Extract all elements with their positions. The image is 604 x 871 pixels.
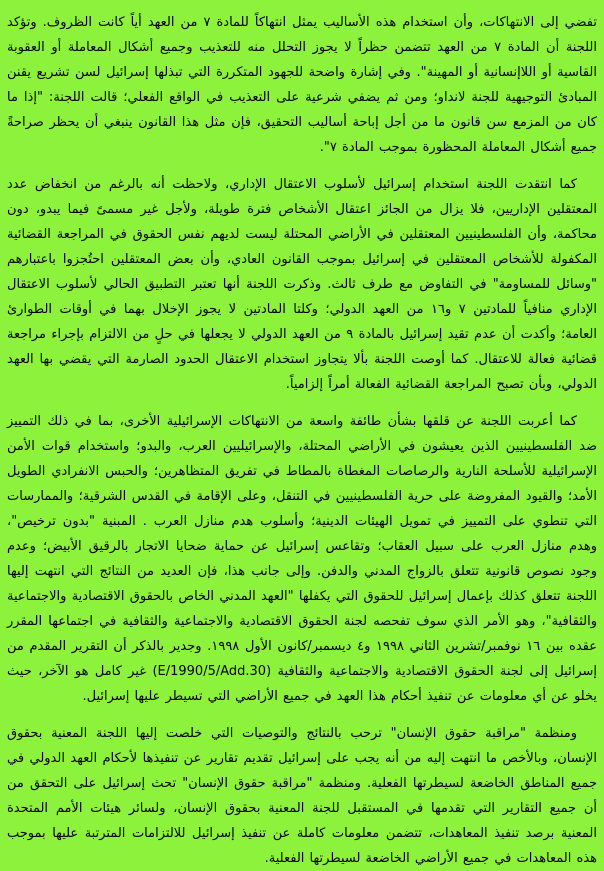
paragraph-hrw-recommendations: ومنظمة "مراقبة حقوق الإنسان" ترحب بالنتائج والتوصيات التي خلصت إليها اللجنة المعنية بحقوق الإنسان، وبالأخص ما انتهت إليه من أنه يجب على إسرائيل تقديم تقارير عن تنفيذها لأحكام العهد الدولي في جميع المناطق الخاضعة لسيطرتها الفعلية. ومنظمة "مراقبة حقوق الإنسان" تحث إسرائيل على التحقق من أن جميع التقارير التي تقدمها في المستقبل للجنة المعنية بحقوق الإنسان، ولسائر هيئات الأمم المتحدة المعنية برصد تنفيذ المعاهدات، تتضمن معلومات كاملة عن تنفيذ إسرائيل للالتزامات المترتبة عليها بموجب هذه المعاهدات في جميع الأراضي الخاضعة لسيطرتها الفعلية. [7, 726, 597, 866]
paragraph-other-violations: كما أعربت اللجنة عن قلقها بشأن طائفة واسعة من الانتهاكات الإسرائيلية الأخرى، بما في ذلك التمييز ضد الفلسطينيين الذين يعيشون في الأراضي المحتلة، والإسرائيليين العرب، والبدو؛ واستخدام قوات الأمن الإسرائيلية للأسلحة النارية والرصاصات المغطاة بالمطاط في تفريق المتظاهرين؛ والحبس الانفرادي الطويل الأمد؛ والقيود المفروضة على حرية الفلسطينيين في التنقل، وعلى الإقامة في القدس الشرقية؛ والممارسات التي تنطوي على التمييز في تمويل الهيئات الدينية؛ وأسلوب هدم منازل العرب . المبنية "بدون ترخيص"، وهدم منازل العرب على سبيل العقاب؛ وتقاعس إسرائيل عن حماية ضحايا الاتجار بالرقيق الأبيض؛ وعدم وجود نصوص قانونية تتعلق بالزواج المدني والدفن. وإلى جانب هذا، فإن العديد من النتائج التي انتهت إليها اللجنة تتعلق كذلك بإعمال إسرائيل للحقوق التي يكفلها "العهد المدني الخاص بالحقوق الاقتصادية والاجتماعية والثقافية"، وهو الأمر الذي سوف تفحصه لجنة الحقوق الاقتصادية والاجتماعية والثقافية في اجتماعها المقرر عقده بين ١٦ نوفمبر/تشرين الثاني ١٩٩٨ و٤ ديسمبر/كانون الأول ١٩٩٨. وجدير بالذكر أن التقرير المقدم من إسرائيل إلى لجنة الحقوق الاقتصادية والاجتماعية والثقافية (E/1990/5/Add.30) غير كامل هو الآخر، حيث يخلو عن أي معلومات عن تنفيذ أحكام هذا العهد في جميع الأراضي التي تسيطر عليها إسرائيل. [7, 414, 598, 704]
paragraph-administrative-detention: كما انتقدت اللجنة استخدام إسرائيل لأسلوب الاعتقال الإداري، ولاحظت أنه بالرغم من انخفاض عدد المعتقلين الإداريين، فلا يزال من الجائز اعتقال الأشخاص فترة طويلة، ولأجل غير مسمىً فيما يبدو، دون محاكمة، وأن الفلسطينيين المعتقلين في الأراضي المحتلة ليست لديهم نفس الحقوق في المراجعة القضائية المكفولة للأشخاص المعتقلين في إسرائيل بموجب القانون العادي، وأن بعض المعتقلين احتُجزوا باعتبارهم "وسائل للمساومة" في التفاوض مع طرف ثالث. وذكرت اللجنة أنها تعتبر التطبيق الحالي لأسلوب الاعتقال الإداري منافياً للمادتين ٧ و١٦ من العهد الدولي؛ وكلتا المادتين لا يجوز الإخلال بهما في أوقات الطوارئ العامة؛ وأكدت أن عدم تقيد إسرائيل بالمادة ٩ من العهد الدولي لا يجعلها في حلٍ من الالتزام بإجراء مراجعة قضائية فعالة للاعتقال. كما أوصت اللجنة بألا يتجاوز استخدام الاعتقال الحدود الصارمة التي يقضي بها العهد الدولي، وبأن تصبح المراجعة القضائية الفعالة أمراً إلزامياً. [7, 177, 597, 392]
paragraph-continuation-torture-prohibition: تفضي إلى الانتهاكات، وأن استخدام هذه الأساليب يمثل انتهاكاً للمادة ٧ من العهد أياً كانت الظروف. وتؤكد اللجنة أن المادة ٧ من العهد تتضمن حظراً لا يجوز التحلل منه للتعذيب وجميع أشكال المعاملة أو العقوبة القاسية أو اللاإنسانية أو المهينة". وفي إشارة واضحة للجهود المتكررة التي تبذلها إسرائيل لسن تشريع يقنن المبادئ التوجيهية للجنة لانداو؛ ومن ثم يضفي شرعية على التعذيب في الواقع الفعلي؛ قالت اللجنة: "إذا ما كان من المزمع سن قانون ما من أجل إباحة أساليب التحقيق، فإن مثل هذا القانون ينبغي أن يحظر صراحةً جميع أشكال المعاملة المحظورة بموجب المادة ٧". [7, 15, 597, 155]
